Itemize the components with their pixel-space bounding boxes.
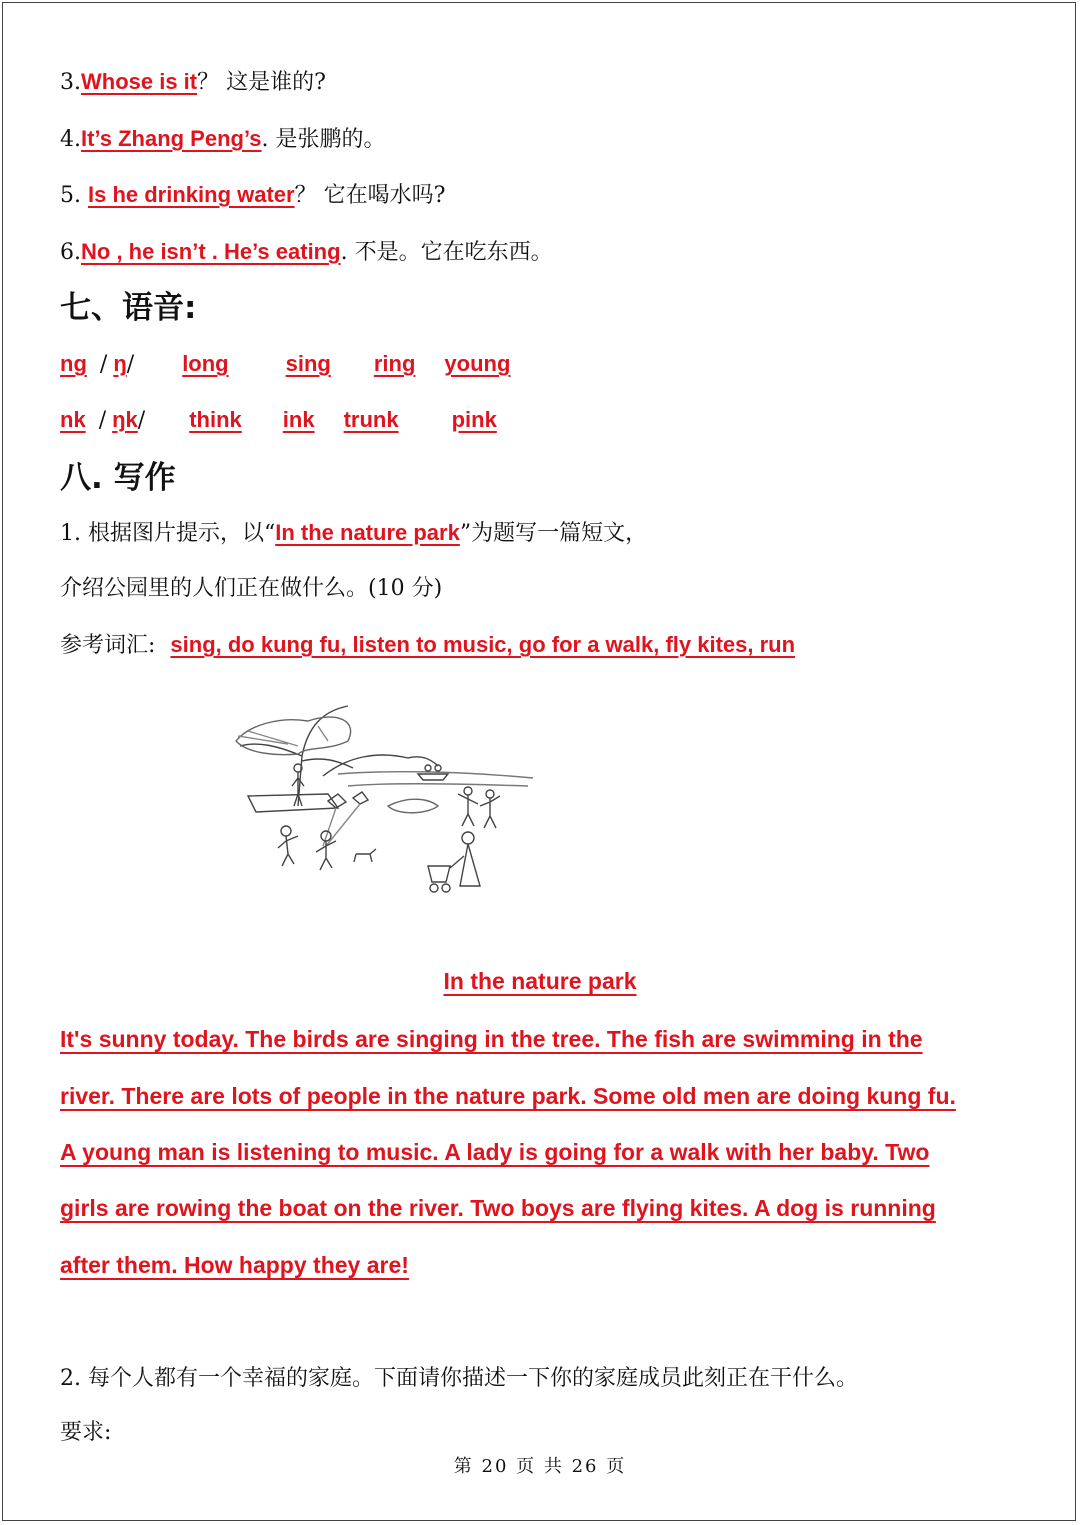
- phonics-word: ink: [282, 407, 315, 432]
- question-5: 5. Is he drinking water？ 它在喝水吗?: [60, 182, 446, 208]
- essay-line: It's sunny today. The birds are singing in the tree. The fish are swimming in the: [60, 1026, 923, 1052]
- phonics-word: young: [444, 351, 511, 376]
- essay-line: river. There are lots of people in the nature park. Some old men are doing kung fu.: [60, 1083, 956, 1109]
- question-6: 6.No , he isn’t . He’s eating. 不是。它在吃东西。: [60, 239, 553, 265]
- essay-line: A young man is listening to music. A lady is going for a walk with her baby. Two: [60, 1139, 930, 1165]
- phonics-row-nk: nk / ŋk/ think ink trunk pink: [60, 407, 497, 433]
- vocab-list: sing, do kung fu, listen to music, go for a walk, fly kites, run: [170, 632, 796, 657]
- writing-prompt-2: 2. 每个人都有一个幸福的家庭。下面请你描述一下你的家庭成员此刻正在干什么。: [60, 1366, 858, 1391]
- writing-prompt-1-line2: 介绍公园里的人们正在做什么。(10 分): [60, 576, 443, 601]
- writing-prompt-1: 1. 根据图片提示，以“In the nature park”为题写一篇短文，: [60, 520, 648, 546]
- vocab-line: 参考词汇: sing, do kung fu, listen to music, go for a walk, fly kites, run: [60, 632, 796, 658]
- essay-line: after them. How happy they are!: [60, 1252, 409, 1278]
- essay-line: girls are rowing the boat on the river. Two boys are flying kites. A dog is running: [60, 1195, 936, 1221]
- phonics-row-ng: ng / ŋ/ long sing ring young: [60, 351, 511, 377]
- phonics-word: ring: [373, 351, 416, 376]
- phonics-sound: nk: [60, 407, 86, 432]
- phonics-word: trunk: [343, 407, 399, 432]
- phonics-word: think: [189, 407, 242, 432]
- answer-4: It’s Zhang Peng’s: [81, 126, 262, 151]
- phonics-ipa: ŋ: [113, 351, 127, 376]
- requirements-label: 要求:: [60, 1420, 112, 1445]
- section-8-title: 八. 写作: [60, 460, 176, 496]
- essay-topic: In the nature park: [275, 520, 460, 545]
- answer-3: Whose is it: [81, 69, 198, 94]
- section-7-title: 七、语音:: [60, 290, 197, 326]
- question-3: 3.Whose is it？ 这是谁的?: [60, 69, 326, 95]
- phonics-word: sing: [285, 351, 331, 376]
- answer-5: Is he drinking water: [87, 182, 295, 207]
- phonics-sound: ng: [60, 351, 87, 376]
- page-number: 第 20 页 共 26 页: [453, 1456, 627, 1477]
- phonics-word: long: [182, 351, 229, 376]
- phonics-word: pink: [451, 407, 497, 432]
- answer-6: No , he isn’t . He’s eating: [81, 239, 341, 264]
- park-illustration: [228, 686, 543, 901]
- question-4: 4.It’s Zhang Peng’s. 是张鹏的。: [60, 126, 386, 152]
- phonics-ipa: ŋk: [112, 407, 138, 432]
- essay-title: In the nature park: [443, 968, 637, 994]
